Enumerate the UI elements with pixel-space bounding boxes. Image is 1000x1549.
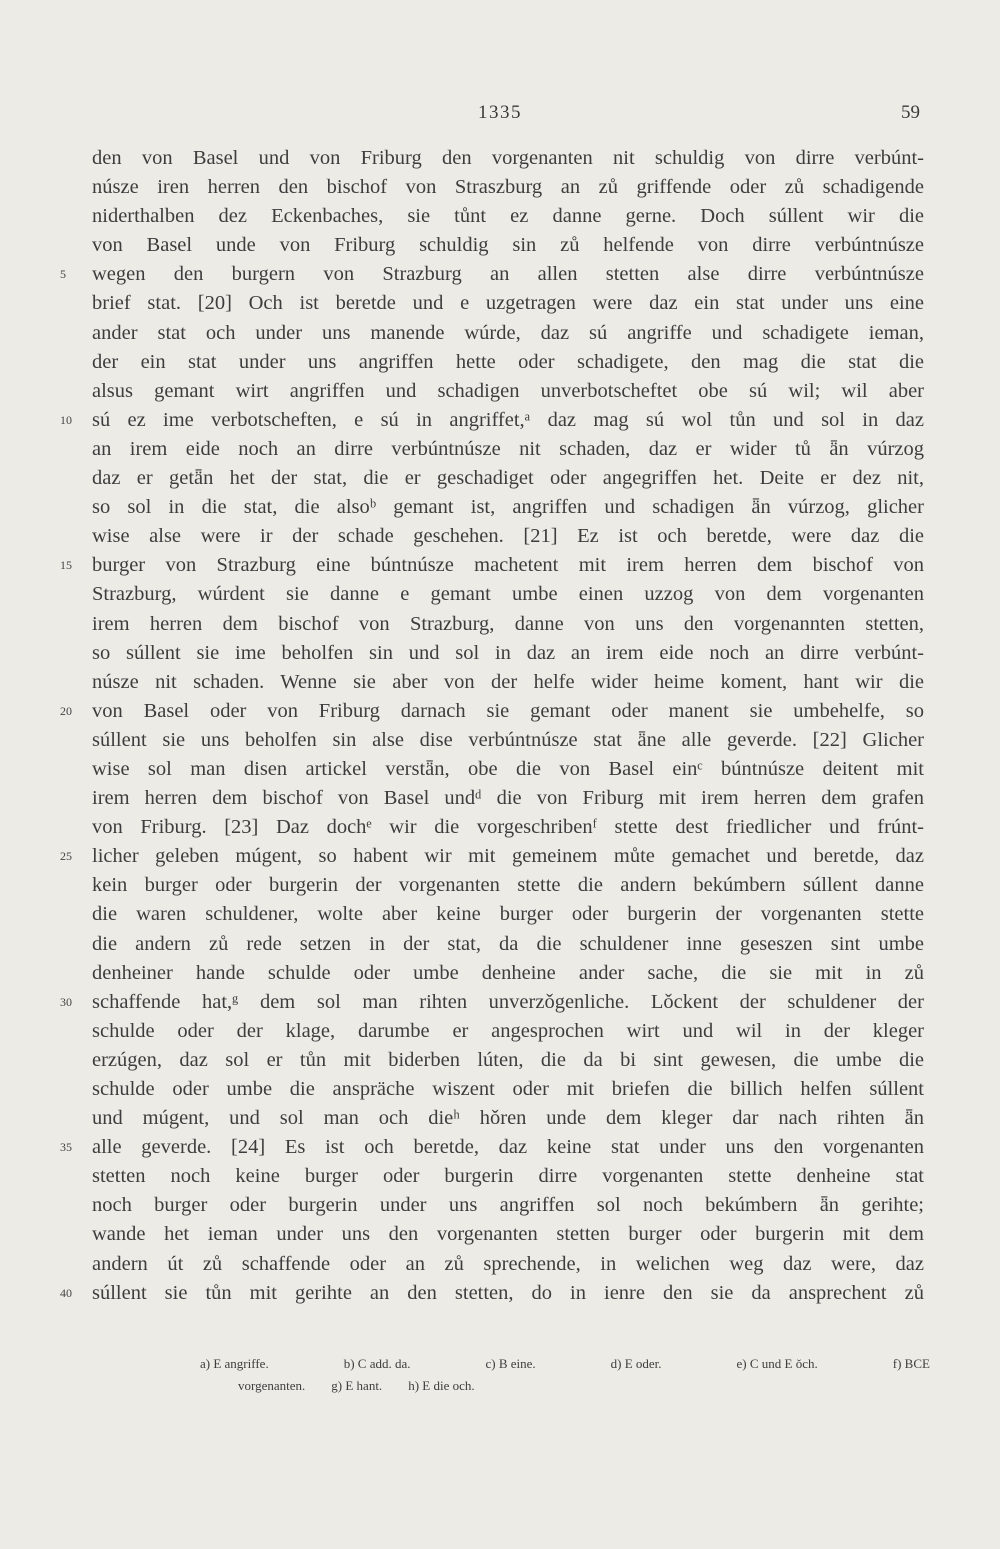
text-line (92, 900, 924, 929)
text-line (60, 988, 924, 1017)
text-line (60, 551, 924, 580)
text-line (92, 522, 924, 551)
text-line (92, 435, 924, 464)
footnote-item: e) C und E ǒch. (736, 1356, 818, 1371)
text-line (92, 1250, 924, 1279)
line-number: 20 (60, 703, 72, 718)
text-line (60, 842, 924, 871)
text-line (92, 1017, 924, 1046)
text-line (92, 319, 924, 348)
line-text: schulde oder der klage, darumbe er angesprochen wirt und wil in der kleger (92, 1019, 924, 1042)
text-line (92, 1104, 924, 1133)
text-line (92, 755, 924, 784)
line-text: und múgent, und sol man och dieʰ hǒren unde dem kleger dar nach rihten ǟn (92, 1107, 924, 1130)
footnote-item: b) C add. da. (343, 1356, 411, 1371)
line-text: andern út zů schaffende oder an zů sprechende, in welichen weg daz were, daz (92, 1252, 924, 1275)
line-text: erzúgen, daz sol er tůn mit biderben lúten, die da bi sint gewesen, die umbe die (92, 1048, 924, 1071)
line-number: 15 (60, 558, 72, 573)
line-number: 40 (60, 1285, 72, 1300)
text-line (60, 1133, 924, 1162)
footnote-item: f) BCE (892, 1356, 930, 1371)
text-line (92, 784, 924, 813)
footnote-item: h) E die och. (408, 1378, 475, 1393)
line-text: wegen den burgern von Strazburg an allen stetten alse dirre verbúntnúsze (92, 263, 924, 286)
line-text: schulde oder umbe die anspräche wiszent oder mit briefen die billich helfen súllent (92, 1078, 924, 1100)
footnote-item: c) B eine. (485, 1356, 536, 1371)
text-line (92, 202, 924, 231)
text-line (92, 668, 924, 697)
line-text: núsze nit schaden. Wenne sie aber von der helfe wider heime koment, hant wir die (92, 670, 924, 693)
text-line (92, 289, 924, 318)
line-text: alle geverde. [24] Es ist och beretde, daz keine stat under uns den vorgenanten (92, 1136, 924, 1159)
text-line (60, 697, 924, 726)
line-text: daz er getǟn het der stat, die er geschadiget oder angegriffen het. Deite er dez nit, (92, 467, 924, 490)
line-text: so súllent sie ime beholfen sin und sol in daz an irem eide noch an dirre verbúnt- (92, 641, 924, 664)
text-line (92, 1191, 924, 1220)
line-text: an irem eide noch an dirre verbúntnúsze nit schaden, daz er wider tů ǟn vúrzog (92, 437, 924, 460)
text-line (92, 1075, 924, 1104)
text-line (60, 406, 924, 435)
text-line (92, 930, 924, 959)
text-line (92, 639, 924, 668)
text-line (92, 871, 924, 900)
footnote-item: g) E hant. (331, 1378, 383, 1393)
text-line (92, 813, 924, 842)
line-text: niderthalben dez Eckenbaches, sie tůnt ez danne gerne. Doch súllent wir die (92, 205, 924, 228)
year-heading: 1335 (478, 102, 522, 123)
line-text: licher geleben múgent, so habent wir mit gemeinem můte gemachet und beretde, daz (92, 845, 924, 868)
line-text: irem herren dem bischof von Strazburg, danne von uns den vorgenannten stetten, (92, 612, 924, 635)
line-text: so sol in die stat, die alsoᵇ gemant ist, angriffen und schadigen ǟn vúrzog, glicher (92, 496, 924, 519)
text-line (92, 144, 924, 173)
line-text: ander stat och under uns manende wúrde, daz sú angriffe und schadigete ieman, (92, 321, 924, 344)
page-number: 59 (901, 102, 920, 123)
text-line (60, 1279, 924, 1308)
text-line (92, 959, 924, 988)
footnote-item: vorgenanten. (238, 1378, 306, 1393)
line-number: 10 (60, 412, 72, 427)
line-text: wise sol man disen artickel verstǟn, obe die von Basel einᶜ búntnúsze deitent mit (92, 757, 924, 780)
line-text: von Friburg. [23] Daz dochᵉ wir die vorgeschribenᶠ stette dest friedlicher und frúnt- (92, 816, 924, 839)
text-line (92, 348, 924, 377)
line-text: burger von Strazburg eine búntnúsze machetent mit irem herren dem bischof von (92, 554, 924, 577)
text-line (92, 610, 924, 639)
line-text: núsze iren herren den bischof von Straszburg an zů griffende oder zů schadigende (92, 176, 924, 199)
line-text: stetten noch keine burger oder burgerin dirre vorgenanten stette denheine stat (92, 1165, 924, 1188)
line-text: noch burger oder burgerin under uns angriffen sol noch bekúmbern ǟn gerihte; (92, 1194, 924, 1217)
line-text: alsus gemant wirt angriffen und schadigen unverbotscheftet obe sú wil; wil aber (92, 379, 924, 402)
line-text: denheiner hande schulde oder umbe denheine ander sache, die sie mit in zů (92, 961, 924, 984)
line-number: 35 (60, 1140, 72, 1155)
line-text: sú ez ime verbotscheften, e sú in angriffet,ᵃ daz mag sú wol tůn und sol in daz (92, 408, 924, 431)
line-text: der ein stat under uns angriffen hette oder schadigete, den mag die stat die (92, 350, 924, 373)
footnotes (200, 1353, 930, 1397)
footnote-row (200, 1375, 930, 1397)
line-text: súllent sie tůn mit gerihte an den stetten, do in ienre den sie da ansprechent zů (92, 1281, 924, 1304)
footnote-item: d) E oder. (610, 1356, 662, 1371)
line-text: irem herren dem bischof von Basel undᵈ die von Friburg mit irem herren dem grafen (92, 787, 924, 810)
text-line (92, 1162, 924, 1191)
line-text: den von Basel und von Friburg den vorgenanten nit schuldig von dirre verbúnt- (92, 147, 924, 169)
line-text: brief stat. [20] Och ist beretde und e uzgetragen were daz ein stat under uns eine (92, 292, 924, 315)
line-text: súllent sie uns beholfen sin alse dise verbúntnúsze stat ǟne alle geverde. [22] Glicher (92, 728, 924, 751)
line-number: 25 (60, 849, 72, 864)
line-number: 30 (60, 994, 72, 1009)
line-text: die waren schuldener, wolte aber keine burger oder burgerin der vorgenanten stette (92, 903, 924, 926)
text-line (60, 260, 924, 289)
line-text: Strazburg, wúrdent sie danne e gemant umbe einen uzzog von dem vorgenanten (92, 583, 924, 606)
text-line (92, 377, 924, 406)
text-line (92, 580, 924, 609)
text-line (92, 464, 924, 493)
line-text: von Basel unde von Friburg schuldig sin zů helfende von dirre verbúntnúsze (92, 234, 924, 257)
line-text: schaffende hat,ᵍ dem sol man rihten unverzǒgenliche. Lǒckent der schuldener der (92, 990, 924, 1013)
body-text (60, 144, 924, 1308)
line-number: 5 (60, 267, 66, 282)
footnote-row (200, 1353, 930, 1375)
text-line (92, 173, 924, 202)
line-text: kein burger oder burgerin der vorgenanten stette die andern bekúmbern súllent danne (92, 874, 924, 897)
text-line (92, 493, 924, 522)
line-text: die andern zů rede setzen in der stat, da die schuldener inne geseszen sint umbe (92, 932, 924, 955)
line-text: wande het ieman under uns den vorgenanten stetten burger oder burgerin mit dem (92, 1223, 924, 1246)
page-header (0, 102, 1000, 132)
text-line (92, 231, 924, 260)
line-text: wise alse were ir der schade geschehen. [21] Ez ist och beretde, were daz die (92, 525, 924, 548)
text-line (92, 726, 924, 755)
line-text: von Basel oder von Friburg darnach sie gemant oder manent sie umbehelfe, so (92, 699, 924, 722)
text-line (92, 1046, 924, 1075)
footnote-item: a) E angriffe. (200, 1356, 269, 1371)
text-line (92, 1220, 924, 1249)
